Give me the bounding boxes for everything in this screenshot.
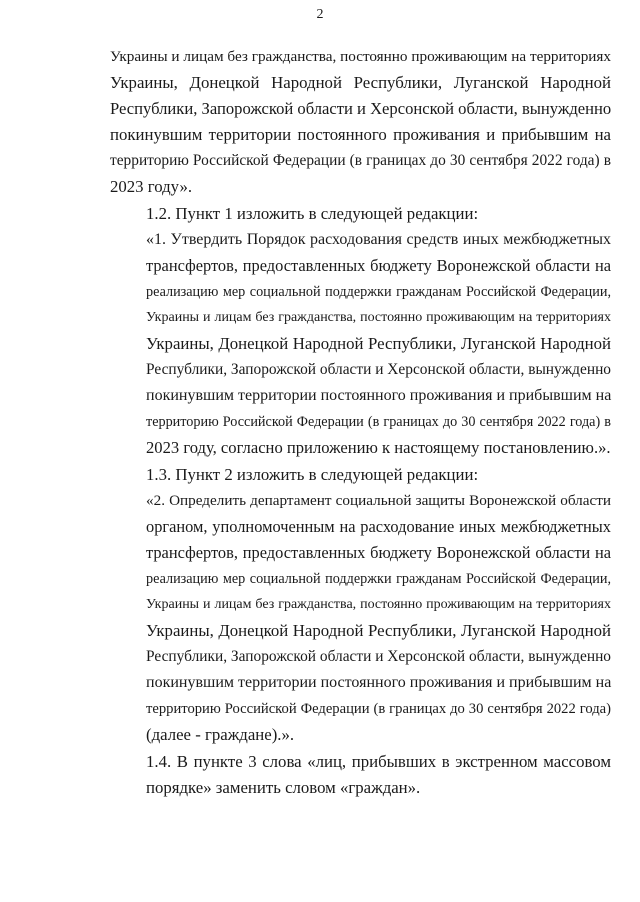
text-line: «1. Утвердить Порядок расходования средств иных межбюджетных xyxy=(146,230,611,248)
text-line: реализацию мер социальной поддержки гражданам Российской Федерации, xyxy=(146,570,611,587)
text-line: Украины и лицам без гражданства, постоянно проживающим на территориях xyxy=(146,596,611,612)
text-line: 1.2. Пункт 1 изложить в следующей редакции: xyxy=(146,203,479,223)
paragraph-clause-1-2 xyxy=(110,201,611,227)
text-line: реализацию мер социальной поддержки гражданам Российской Федерации, xyxy=(146,283,611,300)
text-line: Украины, Донецкой Народной Республики, Луганской Народной xyxy=(146,334,611,354)
text-line: 1.4. В пункте 3 слова «лиц, прибывших в экстренном массовом xyxy=(146,751,611,771)
text-line: территорию Российской Федерации (в границах до 30 сентября 2022 года) xyxy=(146,701,611,718)
text-line: территорию Российской Федерации (в границах до 30 сентября 2022 года) в xyxy=(146,414,611,431)
text-line: Республики, Запорожской области и Херсонской области, вынужденно xyxy=(146,648,611,666)
text-line: Украины и лицам без гражданства, постоянно проживающим на территориях xyxy=(110,48,611,65)
paragraph-clause-1-2-text xyxy=(110,227,611,462)
text-line: 2023 году, согласно приложению к настоящему постановлению.». xyxy=(146,438,611,458)
text-line: Украины, Донецкой Народной Республики, Луганской Народной xyxy=(146,621,611,641)
text-line: территорию Российской Федерации (в границах до 30 сентября 2022 года) в xyxy=(110,152,611,170)
document-body xyxy=(110,44,611,801)
text-line: трансфертов, предоставленных бюджету Воронежской области на xyxy=(146,255,611,275)
text-line: покинувшим территории постоянного проживания и прибывшим на xyxy=(146,387,612,405)
text-line: трансфертов, предоставленных бюджету Воронежской области на xyxy=(146,542,611,562)
text-line: органом, уполномоченным на расходование иных межбюджетных xyxy=(146,516,611,536)
text-line: Украины, Донецкой Народной Республики, Луганской Народной xyxy=(110,73,611,93)
text-line: Республики, Запорожской области и Херсонской области, вынужденно xyxy=(110,99,612,119)
text-line: покинувшим территории постоянного проживания и прибывшим на xyxy=(110,125,611,145)
text-line: Республики, Запорожской области и Херсонской области, вынужденно xyxy=(146,361,611,379)
paragraph-clause-1-3 xyxy=(110,462,611,488)
text-line: 2023 году». xyxy=(110,177,193,197)
text-line: «2. Определить департамент социальной защиты Воронежской области xyxy=(146,491,611,509)
paragraph-clause-1-3-text xyxy=(110,488,611,749)
paragraph-clause-1-4 xyxy=(110,749,611,801)
page-number: 2 xyxy=(316,7,324,22)
text-line: порядке» заменить словом «граждан». xyxy=(146,777,421,797)
text-line: (далее - граждане).». xyxy=(146,725,295,745)
text-line: 1.3. Пункт 2 изложить в следующей редакции: xyxy=(146,464,479,484)
text-line: покинувшим территории постоянного проживания и прибывшим на xyxy=(146,674,612,692)
paragraph-continuation xyxy=(110,44,611,201)
text-line: Украины и лицам без гражданства, постоянно проживающим на территориях xyxy=(146,309,611,325)
